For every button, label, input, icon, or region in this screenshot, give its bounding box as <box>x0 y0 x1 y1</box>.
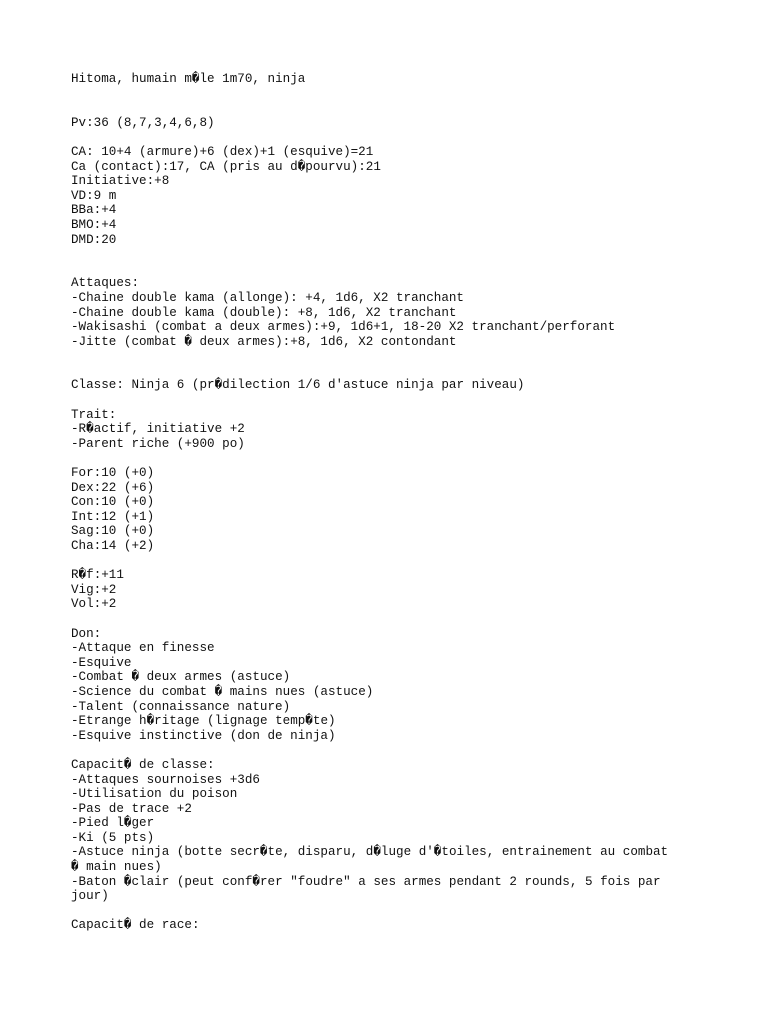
feat-item: -Science du combat � mains nues (astuce) <box>71 684 374 699</box>
spacer <box>71 349 711 378</box>
class-feature-item: -Baton �clair (peut conf�rer "foudre" a ses armes pendant 2 rounds, 5 fois par jour) <box>71 874 669 904</box>
trait-item: -Parent riche (+900 po) <box>71 436 245 451</box>
feat-item: -Talent (connaissance nature) <box>71 699 291 714</box>
ability-scores-block <box>71 466 711 554</box>
feat-item: -Esquive instinctive (don de ninja) <box>71 728 336 743</box>
defense-block <box>71 145 711 247</box>
ability-wisdom: Sag:10 (+0) <box>71 524 155 539</box>
feats-heading: Don: <box>71 626 102 641</box>
class-feature-item: -Pas de trace +2 <box>71 801 192 816</box>
spacer <box>71 247 711 276</box>
race-features-heading: Capacit� de race: <box>71 918 200 933</box>
spacer <box>71 612 711 627</box>
ability-constitution: Con:10 (+0) <box>71 495 155 510</box>
spacer <box>71 393 711 408</box>
character-sheet <box>71 72 711 933</box>
class-feature-item: -Ki (5 pts) <box>71 830 155 845</box>
traits-heading: Trait: <box>71 407 117 422</box>
traits-block <box>71 408 711 452</box>
armor-class: CA: 10+4 (armure)+6 (dex)+1 (esquive)=21 <box>71 144 374 159</box>
class-feature-item: -Astuce ninja (botte secr�te, disparu, d�luge d'�toiles, entrainement au combat � main nues) <box>71 845 676 875</box>
feat-item: -Attaque en finesse <box>71 641 215 656</box>
ability-strength: For:10 (+0) <box>71 466 155 481</box>
feat-item: -Combat � deux armes (astuce) <box>71 670 291 685</box>
spacer <box>71 87 711 116</box>
attacks-heading: Attaques: <box>71 276 140 291</box>
attack-item: -Wakisashi (combat a deux armes):+9, 1d6+1, 18-20 X2 tranchant/perforant <box>71 320 616 335</box>
attack-item: -Chaine double kama (allonge): +4, 1d6, X2 tranchant <box>71 290 464 305</box>
attacks-block <box>71 276 711 349</box>
feat-item: -Etrange h�ritage (lignage temp�te) <box>71 714 336 729</box>
save-reflex: R�f:+11 <box>71 568 124 583</box>
save-fortitude: Vig:+2 <box>71 582 117 597</box>
speed: VD:9 m <box>71 188 117 203</box>
hit-points: Pv:36 (8,7,3,4,6,8) <box>71 115 215 130</box>
attack-item: -Chaine double kama (double): +8, 1d6, X2 tranchant <box>71 305 457 320</box>
trait-item: -R�actif, initiative +2 <box>71 422 245 437</box>
character-title: Hitoma, humain m�le 1m70, ninja <box>71 72 306 86</box>
feats-block <box>71 627 711 744</box>
combat-maneuver-bonus: BMO:+4 <box>71 217 117 232</box>
ability-charisma: Cha:14 (+2) <box>71 539 155 553</box>
class-feature-item: -Utilisation du poison <box>71 787 238 802</box>
spacer <box>71 451 711 466</box>
spacer <box>71 904 711 919</box>
class-line: Classe: Ninja 6 (pr�dilection 1/6 d'astuce ninja par niveau) <box>71 378 525 393</box>
save-will: Vol:+2 <box>71 597 117 612</box>
base-attack-bonus: BBa:+4 <box>71 203 117 218</box>
spacer <box>71 743 711 758</box>
class-feature-item: -Attaques sournoises +3d6 <box>71 772 260 787</box>
combat-maneuver-defense: DMD:20 <box>71 232 117 247</box>
class-features-block <box>71 758 711 904</box>
attack-item: -Jitte (combat � deux armes):+8, 1d6, X2 contondant <box>71 334 457 349</box>
contact-ac: Ca (contact):17, CA (pris au d�pourvu):21 <box>71 159 381 174</box>
class-features-heading: Capacit� de classe: <box>71 757 215 772</box>
initiative: Initiative:+8 <box>71 174 170 189</box>
spacer <box>71 554 711 569</box>
ability-intelligence: Int:12 (+1) <box>71 509 155 524</box>
spacer <box>71 130 711 145</box>
class-feature-item: -Pied l�ger <box>71 816 155 831</box>
saves-block <box>71 568 711 612</box>
ability-dexterity: Dex:22 (+6) <box>71 480 155 495</box>
feat-item: -Esquive <box>71 655 132 670</box>
